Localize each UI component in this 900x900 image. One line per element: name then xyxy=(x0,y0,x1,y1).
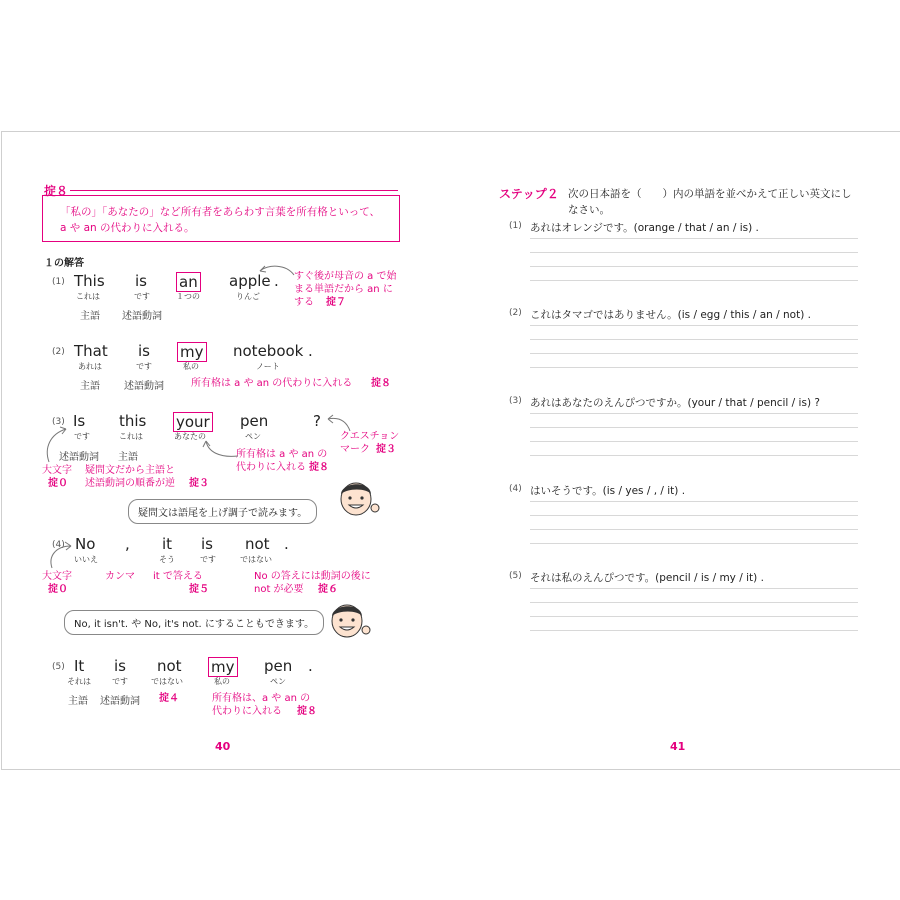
s4-word-it: it xyxy=(162,535,173,553)
s4-capital-arrow-icon xyxy=(44,536,74,570)
step-heading: ステップ２ xyxy=(499,187,559,201)
q2-number: (2) xyxy=(509,308,522,318)
s3-gloss-is: です xyxy=(74,432,90,441)
s3-gloss-pen: ペン xyxy=(245,432,261,441)
rule-divider xyxy=(70,190,398,191)
s4-rule-not: 掟６ xyxy=(318,584,338,595)
s5-word-my: my xyxy=(208,657,238,677)
s3-note-order-1: 疑問文だから主語と xyxy=(85,465,175,476)
s1-note-line-2: まる単語だから an に xyxy=(294,284,393,295)
s4-rule-it: 掟５ xyxy=(189,584,209,595)
s3-note-possessive-1: 所有格は a や an の xyxy=(236,449,328,460)
s5-rule: 掟８ xyxy=(297,706,317,717)
s4-gloss-is: です xyxy=(200,555,216,564)
s3-possessive-arrow-icon xyxy=(200,438,240,460)
s3-word-your: your xyxy=(173,412,213,432)
s5-gloss-my: 私の xyxy=(214,677,230,686)
s1-note-line-1: すぐ後が母音の a で始 xyxy=(294,271,397,282)
q3-answer-line[interactable] xyxy=(530,413,858,414)
q2-answer-line[interactable] xyxy=(530,339,858,340)
s1-role-subject: 主語 xyxy=(80,311,100,322)
q4-answer-line[interactable] xyxy=(530,515,858,516)
s3-note-qmark-2: マーク xyxy=(340,444,370,455)
s2-word-that: That xyxy=(74,342,108,360)
q4-text: はいそうです。(is / yes / , / it) . xyxy=(530,485,686,497)
s5-gloss-not: ではない xyxy=(151,677,183,686)
answer-heading: １の解答 xyxy=(44,258,84,269)
s5-number: (5) xyxy=(52,662,65,672)
s5-gloss-it: それは xyxy=(67,677,91,686)
s3-question-mark: ? xyxy=(313,412,321,430)
s4-note-not-2: not が必要 xyxy=(254,584,304,595)
s3-word-pen: pen xyxy=(240,412,269,430)
s4-gloss-it: そう xyxy=(159,555,175,564)
instruction-line-1: 次の日本語を（ ）内の単語を並べかえて正しい英文にし xyxy=(568,188,852,200)
s5-role-subject: 主語 xyxy=(68,696,88,707)
s5-word-not: not xyxy=(157,657,182,675)
s2-note: 所有格は a や an の代わりに入れる xyxy=(191,378,353,389)
s4-gloss-no: いいえ xyxy=(74,555,98,564)
s3-number: (3) xyxy=(52,417,65,427)
s4-note-it: it で答える xyxy=(153,571,203,582)
s2-role-subject: 主語 xyxy=(80,381,100,392)
s4-number: (4) xyxy=(52,540,65,550)
s2-word-is: is xyxy=(138,342,150,360)
s3-note-capital: 大文字 xyxy=(42,465,72,476)
q2-answer-line[interactable] xyxy=(530,353,858,354)
q2-text: これはタマゴではありません。(is / egg / this / an / not) . xyxy=(530,309,811,321)
s1-word-apple: apple xyxy=(229,272,271,290)
s2-rule: 掟８ xyxy=(371,378,391,389)
q5-answer-line[interactable] xyxy=(530,616,858,617)
q1-answer-line[interactable] xyxy=(530,252,858,253)
s4-word-is: is xyxy=(201,535,213,553)
q5-answer-line[interactable] xyxy=(530,602,858,603)
s3-gloss-this: これは xyxy=(119,432,143,441)
s2-gloss-notebook: ノート xyxy=(256,362,280,371)
rule-text-2: a や an の代わりに入れる。 xyxy=(60,222,195,234)
s4-speech-bubble: No, it isn't. や No, it's not. にすることもできます。 xyxy=(64,610,324,635)
q2-answer-line[interactable] xyxy=(530,325,858,326)
q3-text: あれはあなたのえんぴつですか。(your / that / pencil / is) ? xyxy=(530,397,820,409)
s2-word-notebook: notebook xyxy=(233,342,304,360)
s3-rule-qmark: 掟３ xyxy=(376,444,396,455)
s1-period: . xyxy=(274,272,279,290)
q1-number: (1) xyxy=(509,221,522,231)
s5-role-verb: 述語動詞 xyxy=(100,696,140,707)
s3-speech-bubble: 疑問文は語尾を上げ調子で読みます。 xyxy=(128,499,317,524)
q3-answer-line[interactable] xyxy=(530,441,858,442)
rule-heading: 掟８ xyxy=(44,184,69,198)
s4-note-comma: カンマ xyxy=(105,571,135,582)
s5-rule-not: 掟４ xyxy=(159,693,179,704)
s2-number: (2) xyxy=(52,347,65,357)
q4-answer-line[interactable] xyxy=(530,501,858,502)
s1-gloss-apple: りんご xyxy=(236,292,260,301)
q1-answer-line[interactable] xyxy=(530,238,858,239)
s3-role-subject: 主語 xyxy=(118,452,138,463)
s1-rule: 掟７ xyxy=(326,297,346,308)
s1-gloss-is: です xyxy=(134,292,150,301)
s4-note-not-1: No の答えには動詞の後に xyxy=(254,571,371,582)
s5-word-it: It xyxy=(74,657,85,675)
q3-answer-line[interactable] xyxy=(530,427,858,428)
q4-answer-line[interactable] xyxy=(530,543,858,544)
s2-period: . xyxy=(308,342,313,360)
teacher-face-icon xyxy=(336,478,382,518)
s2-gloss-my: 私の xyxy=(183,362,199,371)
page-number-left: 40 xyxy=(215,740,231,753)
s5-period: . xyxy=(308,657,313,675)
s5-note-1: 所有格は、a や an の xyxy=(212,693,311,704)
s4-word-no: No xyxy=(75,535,96,553)
s3-capital-arrow-icon xyxy=(40,424,70,464)
s4-gloss-not: ではない xyxy=(240,555,272,564)
s3-qmark-arrow-icon xyxy=(322,414,352,434)
q5-answer-line[interactable] xyxy=(530,588,858,589)
s1-word-an: an xyxy=(176,272,201,292)
s3-note-possessive-2: 代わりに入れる xyxy=(236,462,306,473)
s5-gloss-pen: ペン xyxy=(270,677,286,686)
s1-gloss-this: これは xyxy=(76,292,100,301)
s3-rule-capital: 掟０ xyxy=(48,478,68,489)
q3-answer-line[interactable] xyxy=(530,455,858,456)
rule-text-1: 「私の」「あなたの」など所有者をあらわす言葉を所有格といって、 xyxy=(60,206,381,218)
s2-role-verb: 述語動詞 xyxy=(124,381,164,392)
s2-word-my: my xyxy=(177,342,207,362)
q1-answer-line[interactable] xyxy=(530,266,858,267)
q1-text: あれはオレンジです。(orange / that / an / is) . xyxy=(530,222,759,234)
s1-gloss-an: １つの xyxy=(176,292,200,301)
s3-word-is: Is xyxy=(73,412,86,430)
q5-answer-line[interactable] xyxy=(530,630,858,631)
s3-role-verb: 述語動詞 xyxy=(59,452,99,463)
s2-gloss-that: あれは xyxy=(78,362,102,371)
q5-text: それは私のえんぴつです。(pencil / is / my / it) . xyxy=(530,572,764,584)
s1-role-verb: 述語動詞 xyxy=(122,311,162,322)
s1-word-is: is xyxy=(135,272,147,290)
s3-note-qmark-1: クエスチョン xyxy=(340,431,400,442)
s1-note-line-3: する xyxy=(294,297,314,308)
s5-gloss-is: です xyxy=(112,677,128,686)
s4-note-capital: 大文字 xyxy=(42,571,72,582)
s3-gloss-your: あなたの xyxy=(174,432,206,441)
q1-answer-line[interactable] xyxy=(530,280,858,281)
s1-curved-arrow-icon xyxy=(252,262,296,278)
instruction-line-2: なさい。 xyxy=(568,204,610,216)
s5-note-2: 代わりに入れる xyxy=(212,706,282,717)
s3-note-order-2: 述語動詞の順番が逆 xyxy=(85,478,175,489)
q4-number: (4) xyxy=(509,484,522,494)
s2-gloss-is: です xyxy=(136,362,152,371)
s5-word-pen: pen xyxy=(264,657,293,675)
s1-number: (1) xyxy=(52,277,65,287)
s3-rule-order: 掟３ xyxy=(189,478,209,489)
s1-word-this: This xyxy=(74,272,105,290)
s3-rule-possessive: 掟８ xyxy=(309,462,329,473)
q5-number: (5) xyxy=(509,571,522,581)
q4-answer-line[interactable] xyxy=(530,529,858,530)
q2-answer-line[interactable] xyxy=(530,367,858,368)
page-number-right: 41 xyxy=(670,740,686,753)
s4-rule-capital: 掟０ xyxy=(48,584,68,595)
s4-comma: , xyxy=(125,535,130,553)
s5-word-is: is xyxy=(114,657,126,675)
s4-word-not: not xyxy=(245,535,270,553)
s4-period: . xyxy=(284,535,289,553)
q3-number: (3) xyxy=(509,396,522,406)
s3-word-this: this xyxy=(119,412,147,430)
teacher-face-icon xyxy=(327,600,373,640)
